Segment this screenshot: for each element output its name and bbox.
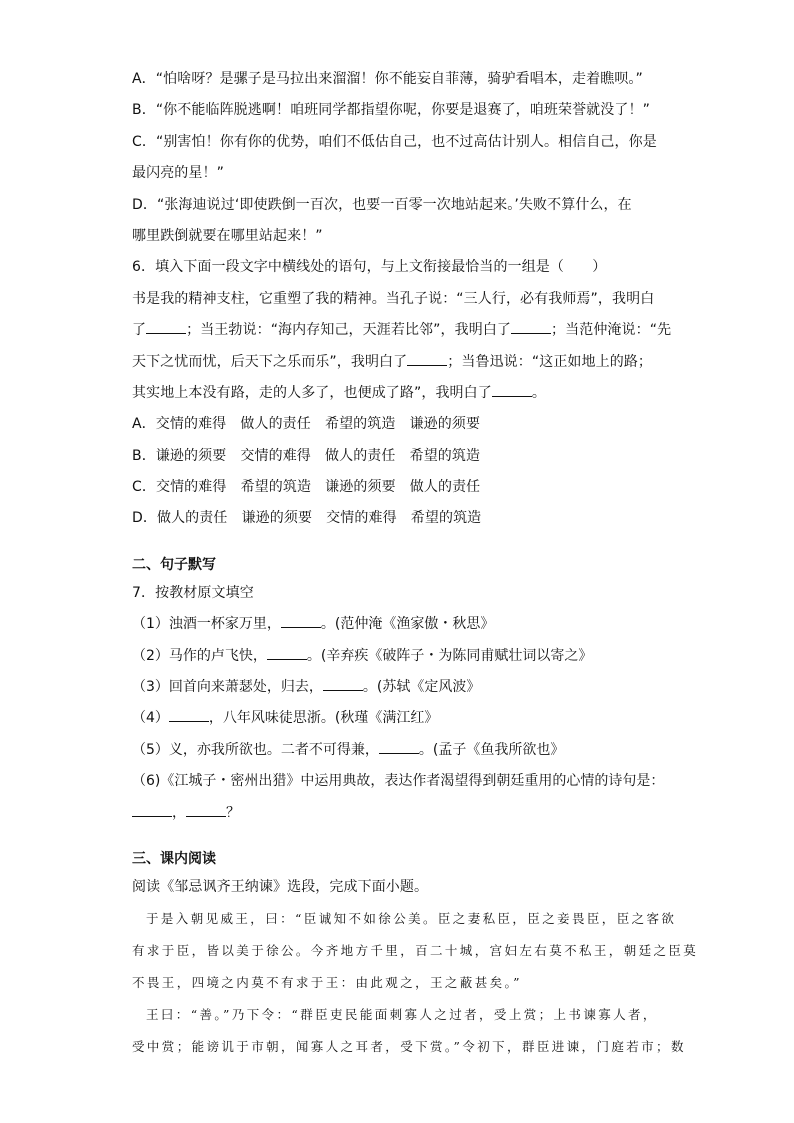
passage-line: 受中赏；能谤讥于市朝，闻寡人之耳者，受下赏。”令初下，群臣进谏，门庭若市；数 [132,1039,686,1055]
q6 [132,252,672,535]
q7-item-4: （4） ，八年风味徒思浙。(秋瑾《满江红》 [132,703,672,734]
q7-item-5: （5）义，亦我所欲也。二者不可得兼， 。(孟子《鱼我所欲也》 [132,735,672,766]
q5-option-b: B．“你不能临阵脱逃啊！咱班同学都指望你呢，你要是退赛了，咱班荣誉就没了！” [132,102,650,119]
passage-line: 王曰：“善。”乃下令：“群臣吏民能面刺寡人之过者，受上赏；上书谏寡人者， [146,1007,658,1023]
q5-option-c-cont: 最闪亮的星！” [132,165,224,182]
q6-stem: 6．填入下面一段文字中横线处的语句，与上文衔接最恰当的一组是（ ） [132,259,607,276]
q7-items [132,609,672,829]
q7-item-6-answer: ， ？ [132,798,672,829]
section-3-title: 三、课内阅读 [132,850,216,867]
q7-item-2: （2）马作的卢飞快， 。(辛弃疾《破阵子・为陈同甫赋壮词以寄之》 [132,641,672,672]
passage-line: 有求于臣，皆以美于徐公。今齐地方千里，百二十城，宫妇左右莫不私王，朝廷之臣莫 [132,943,699,959]
q6-option-a: A．交情的难得 做人的责任 希望的筑造 谦逊的须要 [132,416,481,433]
q5-option-d-cont: 哪里跌倒就要在哪里站起来！” [132,227,323,244]
q6-text-line-3: 天下之忧而忧，后天下之乐而乐”，我明白了 ；当鲁迅说：“这正如地上的路； [132,347,672,378]
q6-option-d: D．做人的责任 谦逊的须要 交情的难得 希望的筑造 [132,510,482,527]
q5-options [132,64,672,252]
q6-option-c: C．交情的难得 希望的筑造 谦逊的须要 做人的责任 [132,479,481,496]
fill-blank[interactable] [492,382,532,397]
passage-line: 于是入朝见威王，曰：“臣诚知不如徐公美。臣之妻私臣，臣之妾畏臣，臣之客欲 [146,911,677,927]
fill-blank[interactable] [132,802,172,817]
section-2-title: 二、句子默写 [132,556,216,573]
fill-blank[interactable] [186,802,226,817]
reading-passage [132,903,699,1063]
passage-line: 不畏王，四境之内莫不有求于王：由此观之，王之蔽甚矣。” [132,975,522,991]
q7-item-6: （6)《江城子・密州出猎》中运用典故，表达作者渴望得到朝廷重用的心情的诗句是： [132,773,665,790]
fill-blank[interactable] [281,613,321,628]
fill-blank[interactable] [379,739,419,754]
fill-blank[interactable] [407,351,447,366]
q6-text-line-2: 了 ；当王勃说：“海内存知己，天涯若比邻”，我明白了 ；当范仲淹说：“先 [132,315,672,346]
fill-blank[interactable] [267,645,307,660]
q6-text-line-4: 其实地上本没有路，走的人多了，也便成了路”，我明白了 。 [132,378,672,409]
q7-item-3: （3）回首向来萧瑟处，归去， 。(苏轼《定风波》 [132,672,672,703]
q5-option-c: C．“别害怕！你有你的优势，咱们不低估自己，也不过高估计别人。相信自己，你是 [132,133,657,150]
q6-text-line-1: 书是我的精神支柱，它重塑了我的精神。当孔子说：“三人行，必有我师焉”，我明白 [132,290,655,307]
page-content [132,64,699,1063]
q5-option-a: A．“怕啥呀？是骡子是马拉出来溜溜！你不能妄自菲薄，骑驴看唱本，走着瞧呗。” [132,71,643,87]
q5-option-d: D．“张海迪说过‘即使跌倒一百次，也要一百零一次地站起来。’失败不算什么，在 [132,196,632,213]
fill-blank[interactable] [323,676,363,691]
section-3-intro: 阅读《邹忌讽齐王纳谏》选段，完成下面小题。 [132,878,429,895]
q7-item-1: （1）浊酒一杯家万里， 。(范仲淹《渔家傲・秋思》 [132,609,672,640]
q7-stem: 7．按教材原文填空 [132,584,254,601]
fill-blank[interactable] [511,319,551,334]
fill-blank[interactable] [146,319,186,334]
q6-option-b: B．谦逊的须要 交情的难得 做人的责任 希望的筑造 [132,447,481,464]
fill-blank[interactable] [169,707,209,722]
